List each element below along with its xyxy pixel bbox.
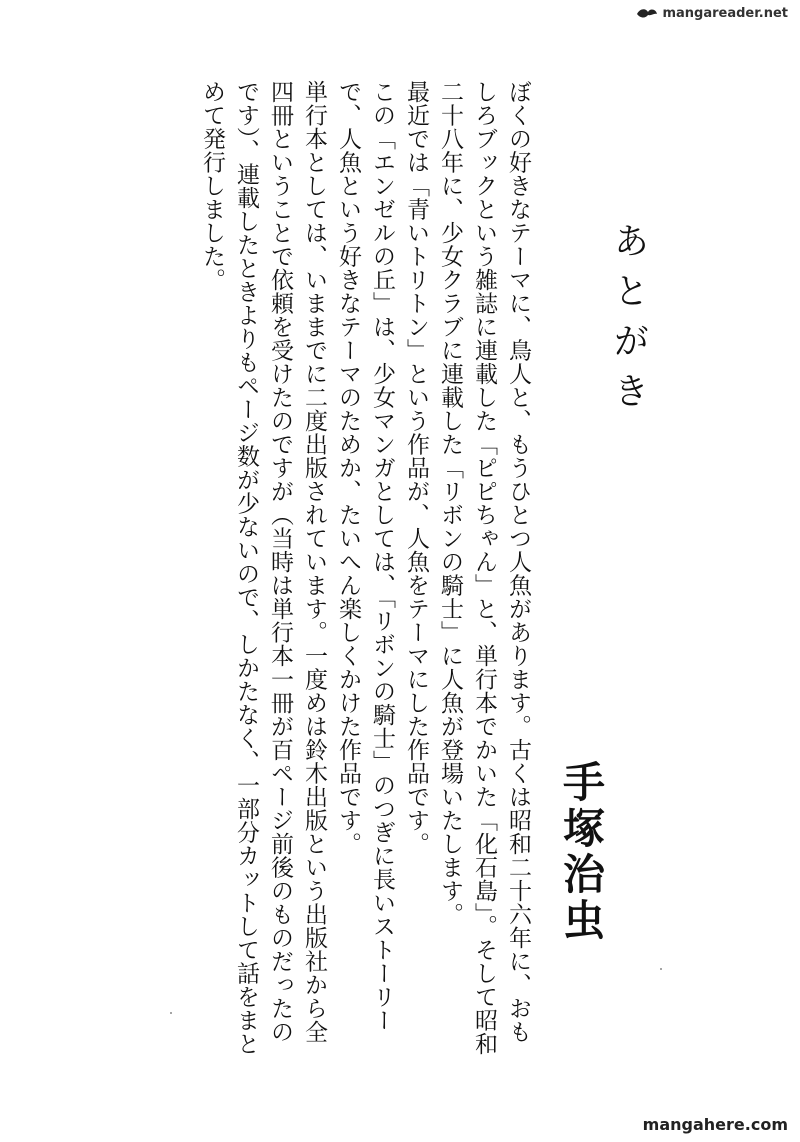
watermark-bottom: mangahere.com [642,1115,788,1134]
watermark-top [636,6,788,21]
author-name: 手塚治虫 [557,760,606,944]
paragraph-1: ぼくの好きなテーマに、鳥人と、もうひとつ人魚があります。古くは昭和二十六年に、おもしろブックという雑誌に連載した「ピピちゃん」と、単行本でかいた「化石島」。そして昭和二十八年に、少女クラブに連載した「リボンの騎士」に人魚が登場いたします。 [437,80,531,1056]
mangareader-logo-icon [636,7,658,21]
paragraph-2: 最近では「青いトリトン」という作品が、人魚をテーマにした作品です。 [403,80,429,856]
paragraph-4: 単行本としては、いままでに二度出版されています。一度めは鈴木出版という出版社から全四冊ということで依頼を受けたのですが（当時は単行本一冊が百ページ前後のものだったのです）、連載したときよりもページ数が少ないので、しかたなく、一部分カットして話をまとめて発行しました。 [199,80,327,1056]
page-title: あとがき [608,222,649,422]
scan-speck [170,1012,172,1014]
afterword-body [90,80,535,1060]
paragraph-3: この「エンゼルの丘」は、少女マンガとしては、「リボンの騎士」のつぎに長いストーリーで、人魚という好きなテーマのためか、たいへん楽しくかけた作品です。 [335,80,395,1032]
scan-speck [660,968,662,970]
watermark-top-text: mangareader.net [662,6,788,21]
